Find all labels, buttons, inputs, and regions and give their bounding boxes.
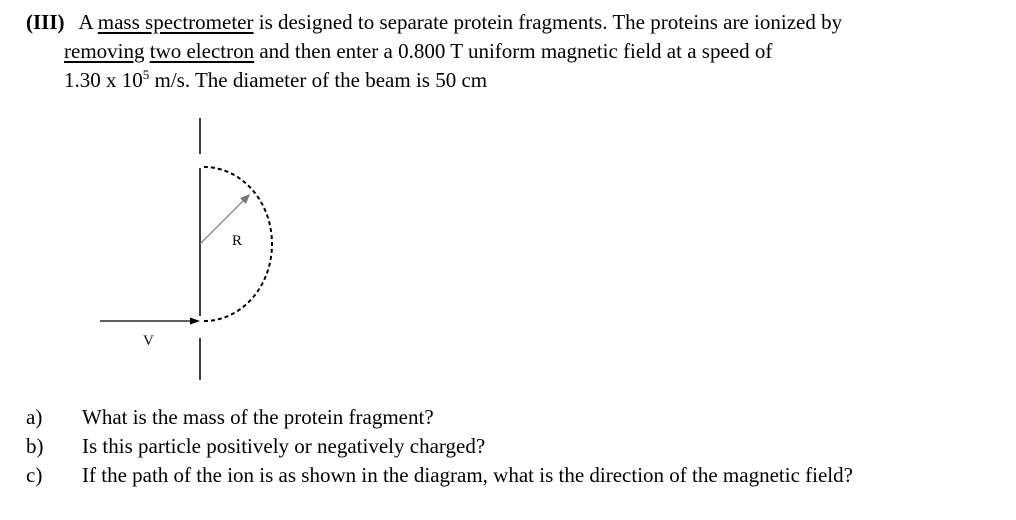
speed-exponent: 5 [142, 67, 150, 82]
question-letter: b) [26, 434, 44, 458]
question-letter: a) [26, 405, 43, 429]
term-mass-spectrometer: mass spectrometer [97, 10, 254, 34]
problem-statement [26, 8, 1006, 95]
term-two-electron: two electron [149, 39, 255, 63]
speed-value: 1.30 x 10 [64, 68, 143, 92]
question-text: What is the mass of the protein fragment? [82, 405, 434, 429]
problem-line-2-text: and then enter a 0.800 T uniform magnetic field at a speed of [254, 39, 773, 63]
mass-spectrometer-diagram [80, 108, 340, 388]
problem-number: (III) [26, 10, 65, 34]
problem-intro: A [78, 10, 98, 34]
question-b [26, 432, 853, 461]
velocity-label: V [143, 333, 154, 349]
question-text: If the path of the ion is as shown in the diagram, what is the direction of the magnetic field? [82, 463, 853, 487]
question-a [26, 403, 853, 432]
problem-line-1-text: is designed to separate protein fragments. The proteins are ionized by [253, 10, 843, 34]
velocity-arrowhead [190, 318, 200, 325]
problem-line-1 [26, 8, 1006, 37]
question-letter: c) [26, 463, 43, 487]
question-list [26, 403, 853, 490]
question-c [26, 461, 853, 490]
problem-line-2 [26, 37, 1006, 66]
radius-label: R [232, 233, 243, 249]
problem-line-3 [26, 66, 1006, 95]
problem-line-3-text: m/s. The diameter of the beam is 50 cm [149, 68, 488, 92]
term-removing: removing [64, 39, 145, 63]
question-text: Is this particle positively or negatively charged? [82, 434, 486, 458]
